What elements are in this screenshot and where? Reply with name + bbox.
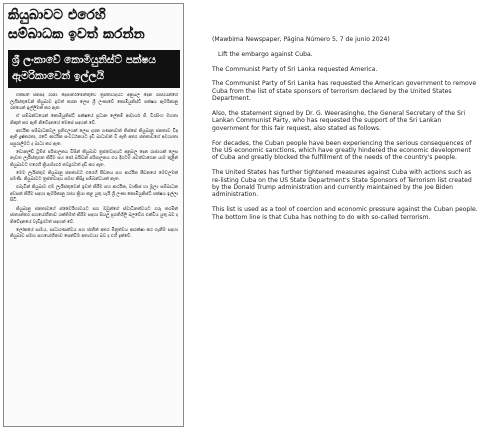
clipping-body	[10, 93, 178, 423]
clipping-paragraph: ඒ සම්බන්ධයෙන් කොමියුනිස්ට් පක්ෂයේ ප්‍රධාන ලේකම් ආචාර්ය ජී. වීරසිංහ මහතා නිකුත් කර ඇති නිවේදනයේ මෙසේ සඳහන් වේ.	[10, 114, 178, 126]
translation-paragraph: The United States has further tightened measures against Cuba with actions such as re-listing Cuba on the US State Department's State Sponsors of Terrorism list created by the Donald Trump administration and currently maintained by the Joe Biden administration.	[212, 169, 472, 199]
clipping-paragraph: ලෝකයේ සාමය, සාධාරණත්වය සහ ජාතීන් අතර මිත්‍රත්වය ආරක්ෂා කර ගැනීම සඳහා කියුබාව සමඟ සහයෝගීතාව පෙන්වීම අත්‍යවශ්‍ය බව ද එහි දැක්වේ.	[10, 227, 178, 240]
clipping-subheadline: ශ්‍රී ලංකාවේ කොමියුනිස්ට් පක්ෂය ඇමරිකාවෙන් ඉල්ලයි	[8, 50, 180, 88]
translation-paragraph: For decades, the Cuban people have been experiencing the serious consequences of the US economic sanctions, which have greatly hindered the economic development of Cuba and greatly blocked the fulfillment of the needs of the country's people.	[212, 139, 472, 162]
translation-paragraph: This list is used as a tool of coercion and economic pressure against the Cuban people. The bottom line is that Cuba has nothing to do with so-called terrorism.	[212, 206, 478, 221]
translation-paragraph: Also, the statement signed by Dr. G. Weerasinghe, the General Secretary of the Sri Lankan Communist Party, who has requested the support of the Sri Lankan government for this fair request, also stated as follows.	[212, 110, 466, 132]
clipping-paragraph: එක්සත් ජනපද රාජ්‍ය දෙපාර්තමේන්තුවේ ත්‍රස්තවාදයට අනුබල දෙන රාජ්‍යයන්ගේ ලැයිස්තුවෙන් කියුබාව ඉවත් කරන ලෙස ශ්‍රී ලංකාවේ කොමියුනිස්ට් පක්ෂය ඇමරිකානු රජයෙන් ඉල්ලීමක් කර ඇත.	[10, 93, 178, 111]
clipping-paragraph: කියුබානු ජනතාවගේ ස්වෛරීභාවයට සහ ඔවුන්ගේ ස්වාධීනත්වයට ගරු කරමින් ජාත්‍යන්තර සහයෝගීතාව ශක්තිමත් කිරීම සඳහා සියලු ප්‍රගතිශීලී බලවේග එක්විය යුතු බව ද නිවේදනයේ වැඩිදුරටත් සඳහන් වේ.	[10, 206, 178, 225]
translation-title: Lift the embargo against Cuba.	[218, 50, 313, 58]
clipping-paragraph: මෙම ලැයිස්තුව කියුබානු ජනතාවට එරෙහි පීඩනය සහ ආර්ථික පීඩනයේ මෙවලමක් පමණි. කියුබාවට ත්‍රස්තවාදය සමඟ කිසිදු සම්බන්ධයක් නැත.	[10, 170, 178, 183]
translation-text	[212, 36, 478, 228]
clipping-paragraph: ඩොනල්ඩ් ට්‍රම්ප් පරිපාලනය විසින් කියුබාව ත්‍රස්තවාදයට අනුබල දෙන රාජ්‍යයක් ලෙස නැවත ලැයිස්තුගත කිරීම සහ ජෝ බයිඩන් පරිපාලනය එය දිගටම පවත්වාගෙන යාම තුළින් කියුබාවට එරෙහි ක්‍රියාමාර්ග තවදුරටත් දැඩි කර ඇත.	[10, 149, 178, 168]
translation-paragraph: The Communist Party of Sri Lanka has requested the American government to remove Cuba from the list of state sponsors of terrorism declared by the United States Department.	[212, 80, 477, 103]
source-citation: (Mawbima Newspaper, Página Número 5, 7 de junio 2024)	[212, 36, 390, 43]
clipping-headline: කියුබාවට එරෙහි සම්බාධක ඉවත් කරන්න	[8, 7, 145, 42]
translation-paragraph: The Communist Party of Sri Lanka requested America.	[212, 65, 378, 73]
clipping-paragraph: එබැවින් කියුබාව එම ලැයිස්තුවෙන් ඉවත් කිරීම සහ ආර්ථික, වාණිජ හා මූල්‍ය සම්බාධක අවසන් කිරීම සඳහා ඇමරිකානු රජය ක්‍රියා කළ යුතු යැයි ශ්‍රී ලංකා කොමියුනිස්ට් පක්ෂය ඉල්ලා සිටී.	[10, 185, 178, 204]
newspaper-clipping	[3, 3, 184, 427]
clipping-paragraph: ආර්ථික සම්බාධකවල ප්‍රතිඵලයක් ලෙස දශක ගණනාවක් තිස්සේ කියුබානු ජනතාව විඳ ඇති දුෂ්කරතා, රටේ ආර්ථික සංවර්ධනයට දැඩි බාධාවක් වී ඇති අතර ජනතාවගේ අවශ්‍යතා සපුරාලීමට ද බාධා කර ඇත.	[10, 128, 178, 147]
